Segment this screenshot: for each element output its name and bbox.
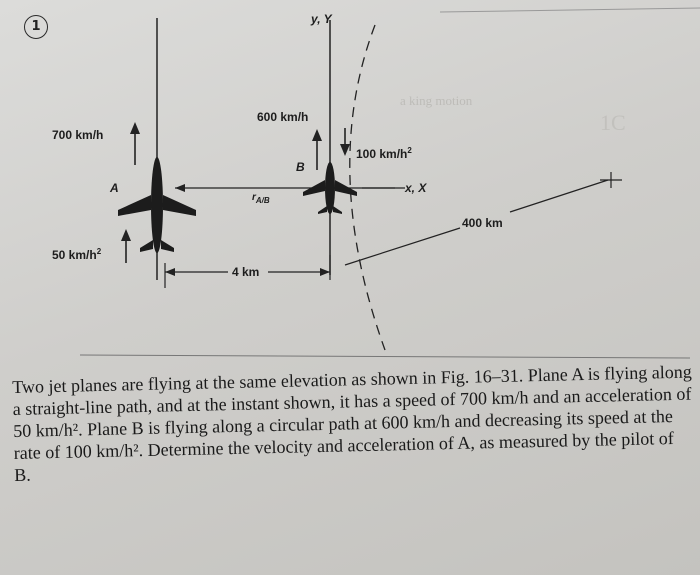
radius-label: 400 km (462, 216, 503, 230)
top-rule-line (440, 8, 700, 12)
plane-b-label: B (296, 160, 305, 174)
rel-position-label: $r_{A/B}$ (252, 192, 270, 205)
y-axis-label: y, Y (311, 12, 332, 26)
plane-a-speed-label: 700 km/h (52, 128, 104, 142)
show-through-text: a king motion (400, 93, 473, 108)
plane-a-accel-label: 50 $km/h^2$ (52, 247, 102, 262)
figure-bottom-rule (80, 355, 690, 358)
distance-label: 4 km (232, 265, 260, 279)
show-through-text: 1C (600, 110, 626, 135)
x-axis-label: x, X (405, 181, 427, 195)
radius-line-lower (345, 228, 460, 265)
plane-b-decel-label: 100 $km/h^2$ (356, 146, 412, 161)
problem-statement (12, 361, 694, 486)
plane-b-icon (303, 162, 357, 214)
handwritten-problem-number: 1 (24, 15, 48, 39)
plane-a-label: A (110, 181, 119, 195)
radius-line-upper (510, 180, 608, 212)
problem-text: Two jet planes are flying at the same elevation as shown in Fig. 16–31. Plane A is flying along a straight-line path, and at the instant shown, it has a speed of 700 km/h and an acceleration of 50 km/h². Plane B is flying along a circular path at 600 km/h and decreasing its speed at the rate of 100 km/h². Determine the velocity and acceleration of A, as measured by the pilot of B. (12, 361, 692, 485)
plane-b-speed-label: 600 km/h (257, 110, 309, 124)
rel-position-arrowhead (175, 184, 185, 192)
